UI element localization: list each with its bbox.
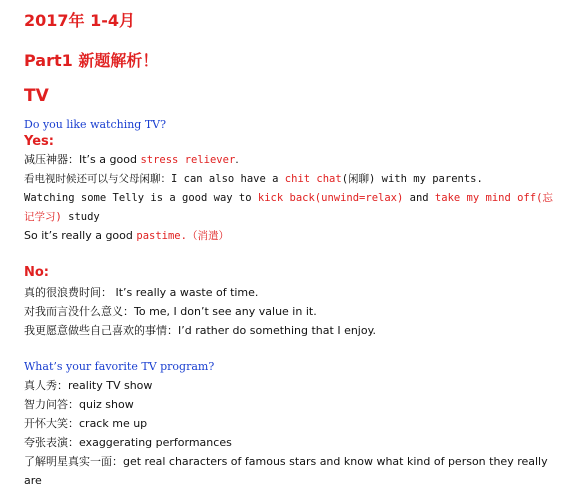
yes-line-1-end: . <box>235 153 239 166</box>
program-line-3: 开怀大笑：crack me up <box>24 417 148 430</box>
yes-line-3-highlight-1: kick back(unwind=relax) <box>257 192 404 204</box>
question-2: What’s your favorite TV program? <box>24 360 215 373</box>
program-line-2: 智力问答：quiz show <box>24 398 134 411</box>
heading-date: 2017年 1-4月 <box>24 11 136 30</box>
yes-line-5 <box>24 229 229 243</box>
yes-line-4-b: study <box>61 211 100 223</box>
yes-line-4-highlight: 记学习) <box>24 211 62 223</box>
program-line-6: are <box>24 474 42 487</box>
yes-line-3-highlight-2: take my mind off(忘 <box>434 192 553 204</box>
yes-line-2-highlight: chit chat <box>284 173 342 185</box>
no-line-3: 我更愿意做些自己喜欢的事情：I’d rather do something that I enjoy. <box>24 324 377 337</box>
no-line-1: 真的很浪费时间： It’s really a waste of time. <box>24 286 259 299</box>
yes-line-5-highlight: pastime.（消遣） <box>136 230 229 242</box>
yes-line-3-a: Watching some Telly is a good way to <box>24 192 258 204</box>
program-line-4: 夸张表演：exaggerating performances <box>24 436 232 449</box>
yes-line-5-a: So it’s really a good <box>24 229 137 242</box>
yes-line-2-a: 看电视时候还可以与父母闲聊：I can also have a <box>24 173 285 185</box>
yes-line-2-b: (闲聊) with my parents. <box>341 173 483 185</box>
program-line-1: 真人秀：reality TV show <box>24 379 153 392</box>
yes-line-1-highlight: stress reliever <box>140 154 236 166</box>
no-label: No: <box>24 265 50 280</box>
heading-topic: TV <box>24 86 49 106</box>
yes-line-2 <box>24 172 483 186</box>
yes-line-3-b: and <box>403 192 435 204</box>
question-1: Do you like watching TV? <box>24 118 167 131</box>
yes-label: Yes: <box>24 134 54 149</box>
yes-line-4 <box>24 210 100 224</box>
yes-line-1 <box>24 153 239 167</box>
program-line-5: 了解明星真实一面：get real characters of famous stars and know what kind of person they really <box>24 455 548 468</box>
heading-part: Part1 新题解析！ <box>24 51 159 70</box>
yes-line-3 <box>24 191 553 205</box>
yes-line-1-en: It’s a good <box>79 153 141 166</box>
yes-line-1-cn: 减压神器： <box>24 153 79 166</box>
no-line-2: 对我而言没什么意义：To me, I don’t see any value in it. <box>24 305 317 318</box>
